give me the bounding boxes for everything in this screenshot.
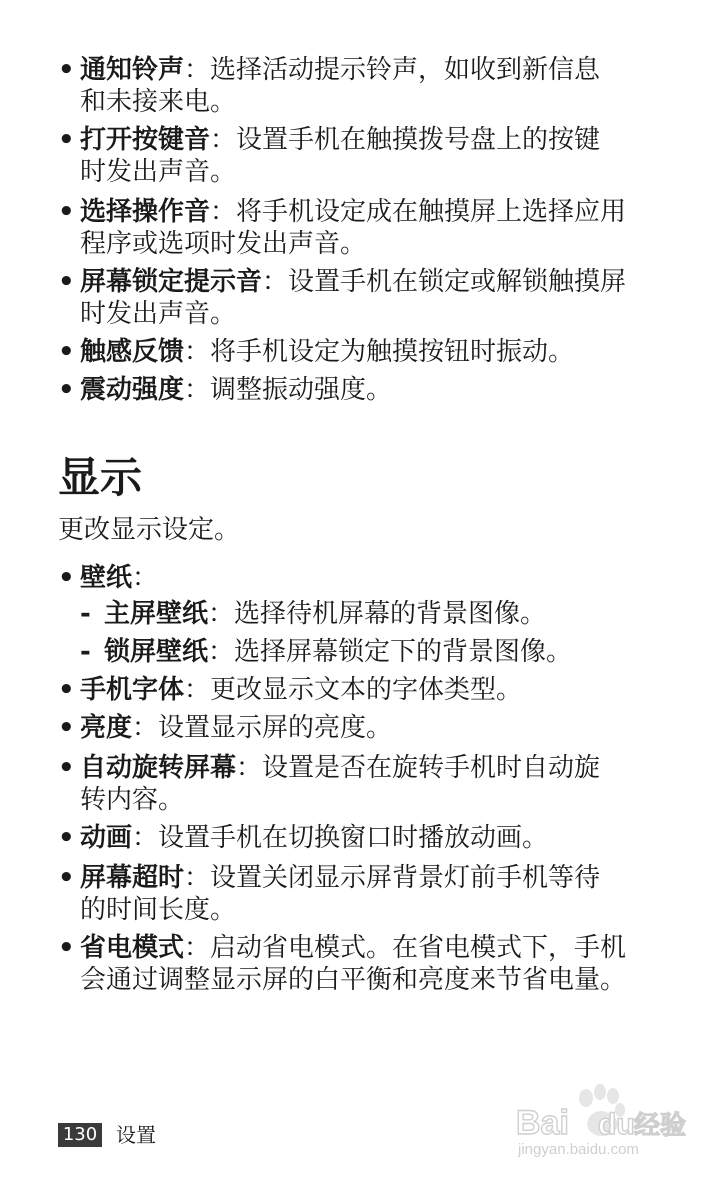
item-desc-continued: 转内容。 xyxy=(80,785,185,815)
page-number-badge: 130 xyxy=(58,1123,102,1147)
item-term: 震动强度 xyxy=(80,375,185,405)
item-term: 通知铃声 xyxy=(80,55,185,85)
section-heading: 显示 xyxy=(58,453,143,502)
item-desc: 设置手机在触摸拨号盘上的按键 xyxy=(236,125,601,155)
list-item xyxy=(58,822,678,854)
colon: ： xyxy=(208,637,235,667)
bullet-icon: • xyxy=(58,675,75,705)
bullet-icon: • xyxy=(58,55,75,85)
bullet-icon: • xyxy=(58,933,75,963)
colon: ： xyxy=(210,197,237,227)
colon: ： xyxy=(132,823,159,853)
svg-text:经验: 经验 xyxy=(634,1111,687,1141)
item-desc: 调整振动强度。 xyxy=(210,375,393,405)
dash-icon: - xyxy=(80,637,91,667)
list-item xyxy=(58,752,678,816)
item-term: 自动旋转屏幕 xyxy=(80,753,237,783)
sub-item-desc: 选择屏幕锁定下的背景图像。 xyxy=(234,637,573,667)
item-term: 壁纸 xyxy=(80,563,133,593)
list-item xyxy=(58,124,678,188)
list-item xyxy=(58,674,678,706)
bullet-icon: • xyxy=(58,197,75,227)
item-desc: 设置显示屏的亮度。 xyxy=(158,713,393,743)
bullet-icon: • xyxy=(58,863,75,893)
colon: ： xyxy=(184,337,211,367)
item-desc-continued: 时发出声音。 xyxy=(80,299,237,329)
paw-print-icon xyxy=(512,1080,692,1160)
bullet-icon: • xyxy=(58,375,75,405)
item-desc: 启动省电模式。在省电模式下，手机 xyxy=(210,933,627,963)
item-desc: 设置手机在锁定或解锁触摸屏 xyxy=(288,267,627,297)
colon: ： xyxy=(132,563,159,593)
bullet-icon: • xyxy=(58,267,75,297)
list-item xyxy=(58,196,678,260)
list-item xyxy=(58,862,678,926)
section-intro: 更改显示设定。 xyxy=(58,515,241,545)
bullet-icon: • xyxy=(58,713,75,743)
list-item xyxy=(58,374,678,406)
item-desc-continued: 的时间长度。 xyxy=(80,895,237,925)
colon: ： xyxy=(262,267,289,297)
item-term: 手机字体 xyxy=(80,675,185,705)
item-term: 屏幕超时 xyxy=(80,863,185,893)
list-item xyxy=(58,712,678,744)
sub-item-term: 主屏壁纸 xyxy=(104,599,209,629)
colon: ： xyxy=(208,599,235,629)
dash-icon: - xyxy=(80,599,91,629)
colon: ： xyxy=(184,55,211,85)
colon: ： xyxy=(184,375,211,405)
item-term: 屏幕锁定提示音 xyxy=(80,267,263,297)
item-term: 触感反馈 xyxy=(80,337,185,367)
item-desc-continued: 时发出声音。 xyxy=(80,157,237,187)
colon: ： xyxy=(210,125,237,155)
svg-text:jingyan.baidu.com: jingyan.baidu.com xyxy=(518,1141,639,1158)
sub-item-desc: 选择待机屏幕的背景图像。 xyxy=(234,599,547,629)
bullet-icon: • xyxy=(58,823,75,853)
colon: ： xyxy=(236,753,263,783)
item-desc: 设置手机在切换窗口时播放动画。 xyxy=(158,823,549,853)
sub-item-term: 锁屏壁纸 xyxy=(104,637,209,667)
item-desc-continued: 程序或选项时发出声音。 xyxy=(80,229,367,259)
item-term: 亮度 xyxy=(80,713,133,743)
bullet-icon: • xyxy=(58,125,75,155)
item-desc: 将手机设定成在触摸屏上选择应用 xyxy=(236,197,627,227)
item-desc: 设置关闭显示屏背景灯前手机等待 xyxy=(210,863,601,893)
sub-item xyxy=(80,598,680,630)
item-desc: 更改显示文本的字体类型。 xyxy=(210,675,523,705)
item-desc: 将手机设定为触摸按钮时振动。 xyxy=(210,337,575,367)
bullet-icon: • xyxy=(58,563,75,593)
item-term: 动画 xyxy=(80,823,133,853)
colon: ： xyxy=(184,675,211,705)
list-item-wallpaper xyxy=(58,562,678,594)
item-term: 选择操作音 xyxy=(80,197,211,227)
sub-item xyxy=(80,636,680,668)
item-desc: 选择活动提示铃声，如收到新信息 xyxy=(210,55,601,85)
svg-text:Bai: Bai xyxy=(516,1104,569,1142)
footer-section-label: 设置 xyxy=(116,1123,156,1147)
colon: ： xyxy=(184,863,211,893)
item-term: 省电模式 xyxy=(80,933,185,963)
item-term: 打开按键音 xyxy=(80,125,211,155)
bullet-icon: • xyxy=(58,337,75,367)
baidu-jingyan-watermark-logo xyxy=(512,1080,692,1160)
list-item xyxy=(58,336,678,368)
svg-text:du: du xyxy=(598,1108,635,1141)
item-desc-continued: 和未接来电。 xyxy=(80,87,237,117)
colon: ： xyxy=(184,933,211,963)
list-item xyxy=(58,932,678,996)
list-item xyxy=(58,54,678,118)
item-desc-continued: 会通过调整显示屏的白平衡和亮度来节省电量。 xyxy=(80,965,627,995)
item-desc: 设置是否在旋转手机时自动旋 xyxy=(262,753,601,783)
bullet-icon: • xyxy=(58,753,75,783)
colon: ： xyxy=(132,713,159,743)
list-item xyxy=(58,266,678,330)
